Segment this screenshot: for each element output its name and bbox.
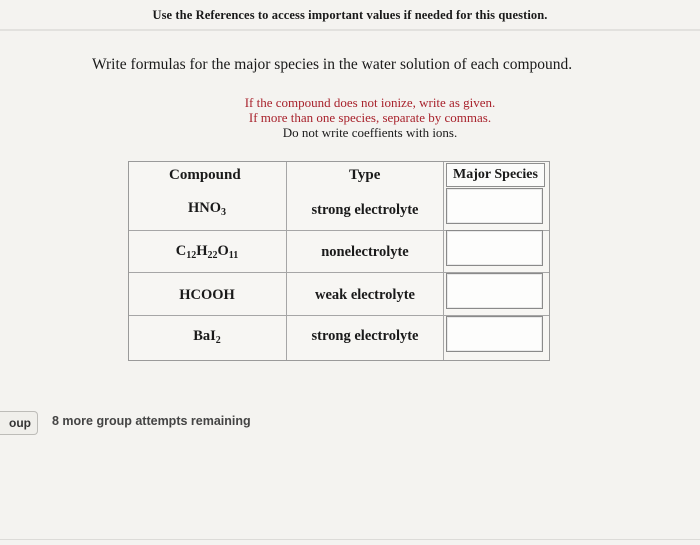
formula-part: H bbox=[196, 243, 208, 259]
column-header-type: Type bbox=[349, 167, 381, 183]
compound-hcooh: HCOOH bbox=[179, 287, 235, 303]
instruction-notes bbox=[180, 95, 560, 140]
submit-group-button[interactable]: oup bbox=[0, 411, 38, 435]
formula-part: O bbox=[217, 243, 229, 259]
attempts-remaining: 8 more group attempts remaining bbox=[52, 414, 251, 428]
column-divider bbox=[443, 162, 444, 360]
type-cell: weak electrolyte bbox=[315, 287, 415, 303]
references-note: Use the References to access important values if needed for this question. bbox=[152, 8, 548, 22]
major-species-input[interactable] bbox=[446, 230, 543, 266]
compound-bai2 bbox=[129, 328, 285, 346]
formula-subscript: 11 bbox=[228, 250, 239, 261]
header-divider bbox=[0, 29, 700, 31]
question-instruction: Write formulas for the major species in the water solution of each compound. bbox=[92, 56, 573, 73]
formula-base: BaI bbox=[193, 328, 216, 344]
major-species-input[interactable] bbox=[446, 188, 543, 224]
column-header-compound: Compound bbox=[169, 167, 241, 183]
compound-hno3 bbox=[129, 200, 285, 218]
note-separate-commas: If more than one species, separate by commas. bbox=[248, 110, 492, 125]
formula-part: C bbox=[175, 243, 187, 259]
formula-subscript: 22 bbox=[207, 250, 218, 261]
bottom-divider bbox=[0, 539, 700, 540]
formula-subscript: 12 bbox=[186, 250, 197, 261]
type-cell: strong electrolyte bbox=[311, 328, 419, 344]
species-table bbox=[128, 161, 550, 361]
formula-base: HNO bbox=[187, 200, 222, 216]
major-species-input[interactable] bbox=[446, 316, 543, 352]
formula-subscript: 2 bbox=[215, 335, 221, 346]
formula-subscript: 3 bbox=[221, 207, 227, 218]
major-species-input[interactable] bbox=[446, 273, 543, 309]
note-no-ionize: If the compound does not ionize, write as given. bbox=[244, 95, 496, 110]
compound-sucrose bbox=[129, 243, 285, 261]
type-cell: strong electrolyte bbox=[311, 202, 419, 218]
note-no-coefficients: Do not write coeffients with ions. bbox=[282, 125, 458, 140]
column-header-major-species: Major Species bbox=[446, 163, 545, 187]
type-cell: nonelectrolyte bbox=[321, 244, 409, 260]
